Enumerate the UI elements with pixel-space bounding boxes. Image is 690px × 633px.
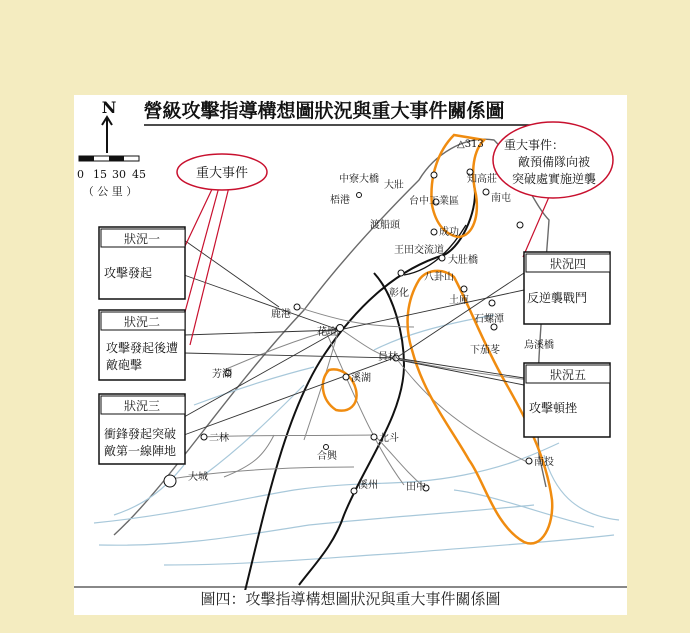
place-shipo: 石螺潭 <box>474 314 504 325</box>
scale-label-0: 0 <box>77 168 84 181</box>
place-huatan: 花壇 <box>317 327 337 338</box>
scale-label-15: 15 <box>93 168 107 181</box>
scale-label-30: 30 <box>112 168 126 181</box>
place-erlin: 二林 <box>209 433 229 444</box>
place-taizhong-industrial: 台中工業區 <box>409 196 459 207</box>
situation-3-line-2: 敵第一線陣地 <box>104 444 177 458</box>
situation-5-line-1: 攻擊頓挫 <box>528 401 578 415</box>
major-event-right-line-2: 敵預備隊向被 <box>517 155 591 169</box>
situation-box-2 <box>99 310 185 380</box>
place-fanghu: 芳湖 <box>212 369 232 380</box>
situation-3-title: 狀況三 <box>123 399 161 413</box>
situation-4-title: 狀況四 <box>549 257 587 271</box>
place-dazhuang: 大壯 <box>384 180 404 191</box>
situation-box-5 <box>524 363 610 437</box>
major-event-left-text: 重大事件 <box>195 166 249 181</box>
situation-5-title: 狀況五 <box>549 368 587 382</box>
place-lugang: 鹿港 <box>271 309 291 320</box>
place-huchuan: 渡船頭 <box>370 220 400 231</box>
north-label: N <box>101 98 117 117</box>
place-nantou: 南投 <box>534 457 554 468</box>
map-svg <box>74 95 627 590</box>
place-tianzhong: 田中 <box>406 482 426 493</box>
situation-4-line-1: 反逆襲戰鬥 <box>526 291 588 305</box>
place-hexing: 合興 <box>317 451 337 462</box>
situation-1-line-1: 攻擊發起 <box>103 266 153 280</box>
place-zhangxian: 彰化 <box>389 288 409 299</box>
peak-label: △313 <box>457 139 484 150</box>
figure-caption: 圖四：攻擊指導構想圖狀況與重大事件關係圖 <box>200 590 501 608</box>
place-chengfu: 成功 <box>439 227 459 238</box>
scale-unit: （ 公 里 ） <box>82 185 138 198</box>
place-xihu: 溪湖 <box>351 373 371 384</box>
scale-label-45: 45 <box>132 168 146 181</box>
major-event-right-line-3: 突破處實施逆襲 <box>511 172 597 186</box>
major-event-right-line-1: 重大事件： <box>503 138 565 152</box>
page-title: 營級攻擊指導構想圖狀況與重大事件關係圖 <box>143 100 505 122</box>
figure-panel <box>74 95 627 615</box>
place-tuku: 土庫 <box>449 295 469 306</box>
place-zhigaozhuang: 知高莊 <box>467 174 497 185</box>
situation-box-4 <box>524 252 610 324</box>
place-wuxi-bridge: 烏溪橋 <box>524 340 554 351</box>
place-xiaxi: 下茄苳 <box>470 345 500 356</box>
north-arrow-icon <box>102 117 112 153</box>
situation-box-1 <box>99 227 185 299</box>
place-wuzhigang: 梧港 <box>330 195 350 206</box>
place-dadu-bridge: 大肚橋 <box>448 255 478 266</box>
situation-1-title: 狀況一 <box>123 232 161 246</box>
situation-box-3 <box>99 394 185 464</box>
situation-2-line-1: 攻擊發起後遭 <box>106 341 179 355</box>
situation-2-line-2: 敵砲擊 <box>106 358 143 372</box>
place-nantun: 南屯 <box>491 193 511 204</box>
place-zhongliao: 中寮大橋 <box>339 174 379 185</box>
situation-2-title: 狀況二 <box>123 315 161 329</box>
place-wangtian: 王田交流道 <box>394 245 444 256</box>
place-bagua: 八卦山 <box>424 272 454 283</box>
place-yuanlin: 員林 <box>378 352 398 363</box>
place-dacheng: 大城 <box>188 472 208 483</box>
situation-3-line-1: 衝鋒發起突破 <box>104 427 177 441</box>
scale-bar <box>79 156 139 161</box>
place-beidou: 北斗 <box>379 433 399 444</box>
place-xizhou: 溪州 <box>358 480 378 491</box>
